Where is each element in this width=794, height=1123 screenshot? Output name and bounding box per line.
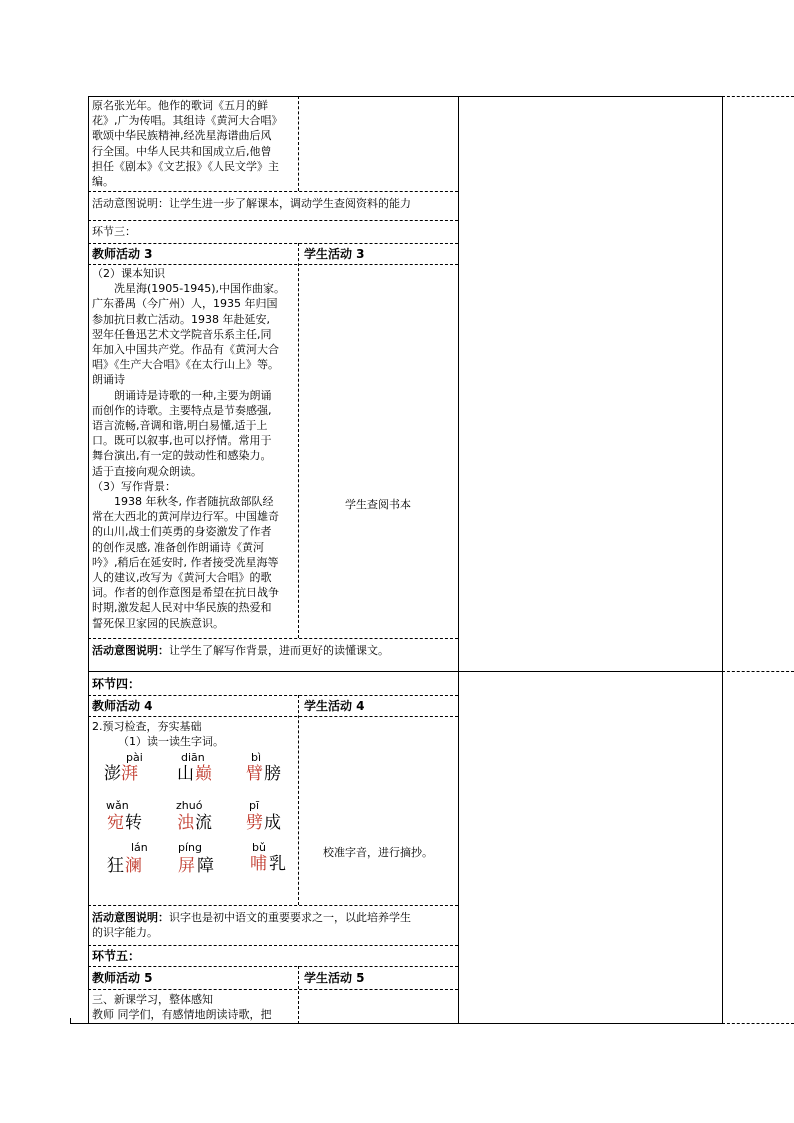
teacher-activity-5-label: 教师活动 5 — [92, 971, 153, 985]
vocab-char: 澎 — [104, 764, 121, 784]
t3-line: 的山川,战士们英勇的身姿激发了作者 — [92, 525, 272, 539]
pinyin: lán — [131, 841, 148, 854]
intent-text-cont: 的识字能力。 — [92, 926, 158, 940]
intro-line: 行全国。中华人民共和国成立后,他曾 — [92, 144, 272, 158]
student-activity-3-label: 学生活动 3 — [304, 247, 365, 261]
t3-line: 翌年任鲁迅艺术文学院音乐系主任,同 — [92, 327, 272, 341]
intent-label: 活动意图说明： — [92, 911, 169, 924]
vocab-char-highlight: 湃 — [121, 764, 138, 784]
vocab-char-highlight: 哺 — [250, 854, 267, 874]
intro-line: 花》,广为传唱。其组诗《黄河大合唱》 — [92, 114, 283, 128]
t3-line: 的创作灵感, 准备创作朗诵诗《黄河 — [92, 540, 264, 554]
intent-text: 让学生了解写作背景，进而更好的读懂课文。 — [169, 644, 389, 657]
section-5-heading: 环节五： — [92, 949, 141, 963]
t3-line: 时期,激发起人民对中华民族的热爱和 — [92, 601, 272, 615]
student-activity-4-content: 校准字音，进行摘抄。 — [323, 846, 433, 859]
intro-line: 编。 — [92, 175, 114, 189]
intent-text: 识字也是初中语文的重要要求之一，以此培养学生 — [169, 911, 411, 924]
vocab-char: 狂 — [107, 856, 124, 876]
section-3-heading: 环节三： — [92, 225, 136, 238]
pinyin: diān — [181, 751, 205, 764]
teacher-activity-4-label: 教师活动 4 — [92, 699, 153, 713]
t3-line: 舞台演出,有一定的鼓动性和感染力。 — [92, 449, 272, 463]
intro-line: 担任《剧本》《文艺报》《人民文学》主 — [92, 159, 279, 173]
t3-line: 而创作的诗歌。主要特点是节奏感强, — [92, 403, 272, 417]
t3-line: 冼星海(1905-1945),中国作曲家。 — [92, 282, 286, 296]
vocab-char-highlight: 宛 — [107, 813, 124, 833]
t3-line: 适于直接向观众朗读。 — [92, 464, 202, 478]
t3-line: 语言流畅,音调和谐,明白易懂,适于上 — [92, 419, 268, 433]
vocab-char-highlight: 屏 — [178, 856, 195, 876]
pinyin: bì — [251, 751, 262, 764]
vocab-char: 乳 — [269, 854, 286, 874]
teacher-activity-3-label: 教师活动 3 — [92, 247, 153, 261]
t3-line: 唱》《生产大合唱》《在太行山上》等。 — [92, 358, 279, 372]
teacher-5-line2: 教师 同学们，有感情地朗读诗歌，把 — [92, 1008, 272, 1021]
intent-label: 活动意图说明： — [92, 644, 169, 657]
student-activity-5-label: 学生活动 5 — [304, 971, 365, 985]
t3-line: 常在大西北的黄河岸边行军。中国雄奇 — [92, 510, 279, 524]
teacher-4-line2: （1）读一读生字词。 — [118, 735, 224, 748]
student-activity-3-content: 学生查阅书本 — [345, 498, 411, 511]
vocab-char: 转 — [125, 813, 142, 833]
t3-line: 誓死保卫家园的民族意识。 — [92, 616, 224, 630]
vocab-char-highlight: 巅 — [195, 764, 212, 784]
vocab-char: 膀 — [264, 764, 281, 784]
pinyin: pài — [126, 751, 143, 764]
t3-line: （2）课本知识 — [92, 267, 165, 280]
pinyin: bǔ — [252, 841, 266, 854]
vocab-char-highlight: 臂 — [246, 764, 263, 784]
pinyin: píng — [178, 841, 202, 854]
t3-line: 口。既可以叙事,也可以抒情。常用于 — [92, 434, 272, 448]
t3-line: 吟》,稍后在延安时, 作者接受冼星海等 — [92, 555, 279, 569]
activity-intent-2 — [92, 643, 458, 658]
activity-intent-1: 活动意图说明：让学生进一步了解课本，调动学生查阅资料的能力 — [92, 197, 411, 210]
t3-line: 广东番禺（今广州）人，1935 年归国 — [92, 297, 278, 311]
student-activity-4-label: 学生活动 4 — [304, 699, 365, 713]
intro-cell — [92, 98, 296, 189]
section-4-heading: 环节四： — [92, 677, 141, 691]
pinyin: pī — [249, 799, 260, 812]
vocab-char: 山 — [177, 764, 194, 784]
activity-intent-3 — [92, 910, 458, 940]
vocab-char: 流 — [195, 813, 212, 833]
vocab-char-highlight: 劈 — [246, 813, 263, 833]
intro-line: 原名张光年。他作的歌词《五月的鲜 — [92, 99, 268, 112]
pinyin: wǎn — [106, 799, 129, 812]
teacher-activity-3-content — [92, 266, 298, 631]
vocab-char: 障 — [197, 856, 214, 876]
teacher-5-line1: 三、新课学习，整体感知 — [92, 993, 213, 1006]
vocab-char-highlight: 澜 — [125, 856, 142, 876]
pinyin: zhuó — [176, 799, 203, 812]
t3-line: 年加入中国共产党。作品有《黄河大合 — [92, 343, 279, 357]
t3-line: 朗诵诗是诗歌的一种,主要为朗诵 — [92, 388, 272, 402]
t3-line: 人的建议,改写为《黄河大合唱》的歌 — [92, 571, 272, 585]
t3-line: 参加抗日救亡活动。1938 年赴延安, — [92, 312, 270, 326]
t3-line: 词。作者的创作意图是希望在抗日战争 — [92, 586, 279, 600]
t3-line: 1938 年秋冬, 作者随抗敌部队经 — [92, 495, 274, 509]
t3-line: 朗诵诗 — [92, 373, 125, 387]
vocab-char-highlight: 浊 — [177, 813, 194, 833]
teacher-4-line1: 2.预习检查，夯实基础 — [92, 720, 202, 733]
t3-line: （3）写作背景： — [92, 479, 176, 493]
intro-line: 歌颂中华民族精神,经冼星海谱曲后风 — [92, 129, 272, 143]
vocab-char: 成 — [264, 813, 281, 833]
